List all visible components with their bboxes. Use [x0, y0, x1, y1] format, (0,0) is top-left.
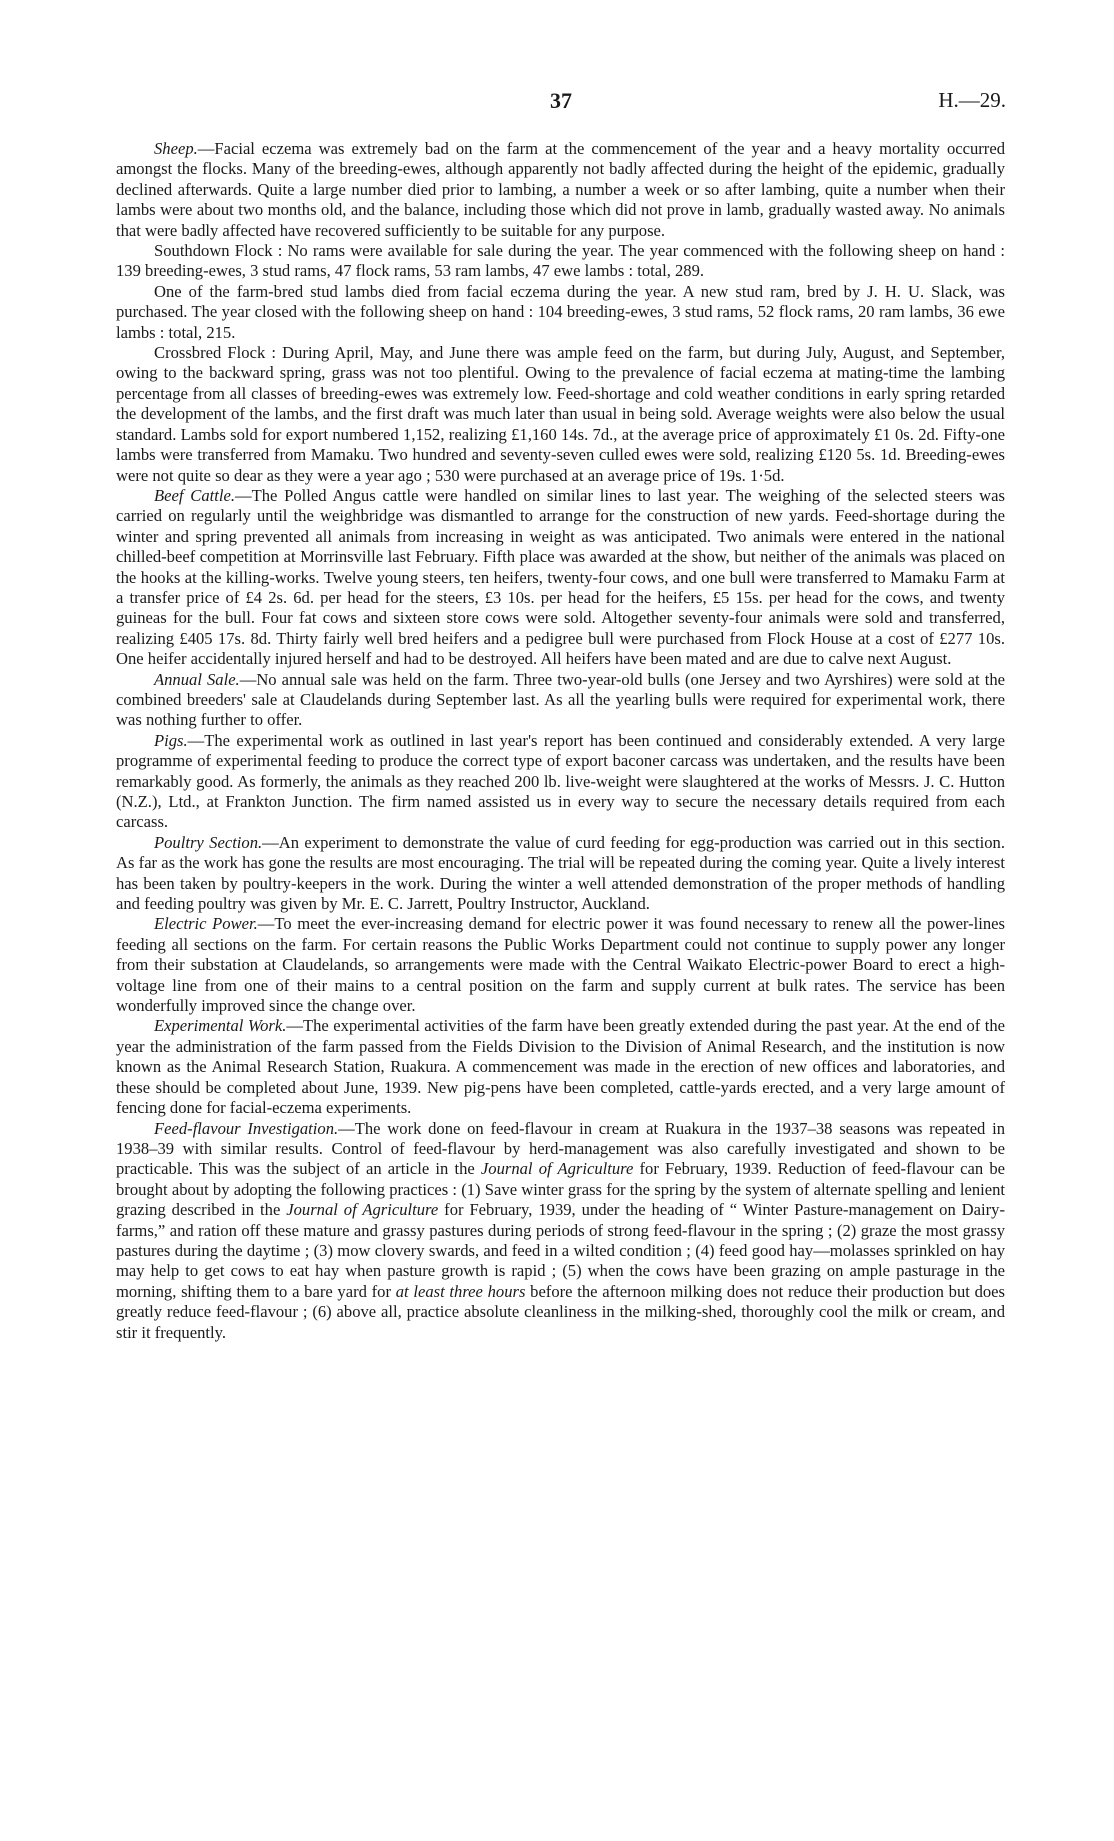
paragraph-text: —The experimental work as outlined in last year's report has been continued and considerably extended. A very large programme of experimental feeding to produce the correct type of export baconer carcass was undertaken, and the results have been remarkably good. As formerly, the animals as they reached 200 lb. live-weight were slaughtered at the works of Messrs. J. C. Hutton (N.Z.), Ltd., at Frankton Junction. The firm named assisted us in every way to secure the necessary details required from each carcass.	[116, 730, 1005, 832]
paragraph-poultry-section	[116, 833, 1005, 915]
page-number: 37	[550, 88, 572, 113]
document-reference: H.—29.	[938, 88, 1006, 112]
paragraph-southdown-flock	[116, 241, 1005, 282]
paragraph-crossbred-flock	[116, 343, 1005, 486]
paragraph-heading: Feed-flavour Investigation.	[154, 1118, 339, 1138]
paragraph-heading: Beef Cattle.	[154, 485, 235, 505]
paragraph-sheep	[116, 139, 1005, 241]
paragraph-feed-flavour	[116, 1119, 1005, 1343]
paragraph-text: —The work done on feed-flavour in cream at Ruakura in the 1937–38 seasons was repeated in 1938–39 with similar results. Control of feed-flavour by herd-management was also carefully investigated and shown to be practicable. This was the subject of an article in the	[116, 1118, 1005, 1179]
paragraph-text: One of the farm-bred stud lambs died from facial eczema during the year. A new stud ram, bred by J. H. U. Slack, was purchased. The year closed with the following sheep on hand : 104 breeding-ewes, 3 stud rams, 52 flock rams, 20 ram lambs, 36 ewe lambs : total, 215.	[116, 281, 1005, 342]
paragraph-experimental-work	[116, 1016, 1005, 1118]
paragraph-text: Crossbred Flock : During April, May, and June there was ample feed on the farm, but during July, August, and September, owing to the backward spring, grass was not too plentiful. Owing to the prevalence of facial eczema at mating-time the lambing percentage from all classes of breeding-ewes was extremely low. Feed-shortage and cold weather conditions in early spring retarded the development of the lambs, and the first draft was much later than usual in being sold. Average weights were also below the usual standard. Lambs sold for export numbered 1,152, realizing £1,160 14s. 7d., at the average price of approximately £1 0s. 2d. Fifty-one lambs were transferred from Mamaku. Two hundred and seventy-seven culled ewes were sold, realizing £120 5s. 1d. Breeding-ewes were not quite so dear as they were a year ago ; 530 were purchased at an average price of 19s. 1·5d.	[116, 343, 1005, 485]
paragraph-text: before the afternoon milking does not reduce their production but does greatly reduce feed-flavour ; (6) above all, practice absolute cleanliness in the milking-shed, thoroughly cool the milk or cream, and stir it frequently.	[116, 1281, 1005, 1342]
paragraph-text: for February, 1939. Reduction of feed-flavour can be brought about by adopting the following practices : (1) Save winter grass for the spring by the system of alternate spelling and lenient grazing described in the	[116, 1159, 1005, 1220]
paragraph-text: for February, 1939, under the heading of “ Winter Pasture-management on Dairy-farms,” and ration off these mature and grassy pastures during periods of strong feed-flavour in the spring ; (2) graze the most grassy pastures during the daytime ; (3) mow clovery swards, and feed in a wilted condition ; (4) feed good hay—molasses sprinkled on hay may help to get cows to eat hay when pasture growth is rapid ; (5) when the cows have been grazing on ample pasturage in the morning, shifting them to a bare yard for	[116, 1200, 1005, 1301]
paragraph-pigs	[116, 731, 1005, 833]
paragraph-text: —The Polled Angus cattle were handled on similar lines to last year. The weighing of the selected steers was carried on regularly until the weighbridge was dismantled to arrange for the construction of new yards. Feed-shortage during the winter and spring prevented all animals from increasing in weight as was anticipated. Two animals were entered in the national chilled-beef competition at Morrinsville last February. Fifth place was awarded at the show, but neither of the animals was placed on the hooks at the killing-works. Twelve young steers, ten heifers, twenty-four cows, and one bull were transferred to Mamaku Farm at a transfer price of £4 2s. 6d. per head for the steers, £3 10s. per head for the heifers, £5 15s. per head for the cows, and twenty guineas for the bull. Four fat cows and sixteen store cows were sold. Altogether seventy-four animals were sold and transferred, realizing £405 17s. 8d. Thirty fairly well bred heifers and a pedigree bull were purchased from Flock House at a cost of £277 10s. One heifer accidentally injured herself and had to be destroyed. All heifers have been mated and are due to calve next August.	[116, 485, 1005, 669]
body-text	[116, 139, 1005, 1343]
paragraph-heading: Sheep.	[154, 139, 198, 158]
paragraph-annual-sale	[116, 670, 1005, 731]
paragraph-text: —An experiment to demonstrate the value of curd feeding for egg-production was carried out in this section. As far as the work has gone the results are most encouraging. The trial will be repeated during the coming year. Quite a lively interest has been taken by poultry-keepers in the work. During the winter a well attended demonstration of the proper methods of handling and feeding poultry was given by Mr. E. C. Jarrett, Poultry Instructor, Auckland.	[116, 832, 1005, 914]
journal-title: Journal of Agriculture	[286, 1200, 439, 1220]
paragraph-stud-lambs	[116, 282, 1005, 343]
paragraph-heading: Electric Power.	[154, 914, 258, 934]
paragraph-text: Southdown Flock : No rams were available for sale during the year. The year commenced with the following sheep on hand : 139 breeding-ewes, 3 stud rams, 47 flock rams, 53 ram lambs, 47 ewe lambs : total, 289.	[116, 241, 1005, 281]
page-header	[116, 88, 1006, 118]
paragraph-text: —No annual sale was held on the farm. Three two-year-old bulls (one Jersey and two Ayrshires) were sold at the combined breeders' sale at Claudelands during September last. As all the yearling bulls were required for experimental work, there was nothing further to offer.	[116, 669, 1005, 730]
paragraph-beef-cattle	[116, 486, 1005, 670]
paragraph-electric-power	[116, 914, 1005, 1016]
emphasis-text: at least three hours	[395, 1281, 526, 1301]
paragraph-heading: Annual Sale.	[154, 669, 240, 689]
paragraph-heading: Pigs.	[154, 730, 188, 750]
paragraph-text: —The experimental activities of the farm have been greatly extended during the past year. At the end of the year the administration of the farm passed from the Fields Division to the Division of Animal Research, and the institution is now known as the Animal Research Station, Ruakura. A commencement was made in the erection of new offices and laboratories, and these should be completed about June, 1939. New pig-pens have been completed, cattle-yards erected, and a very large amount of fencing done for facial-eczema experiments.	[116, 1016, 1006, 1118]
paragraph-text: —Facial eczema was extremely bad on the farm at the commencement of the year and a heavy mortality occurred amongst the flocks. Many of the breeding-ewes, although apparently not badly affected during the height of the epidemic, gradually declined afterwards. Quite a large number died prior to lambing, a number a week or so after lambing, quite a number when their lambs were about two months old, and the balance, including those which did not prove in lamb, gradually wasted away. No animals that were badly affected have recovered sufficiently to be suitable for any purpose.	[116, 139, 1005, 240]
paragraph-text: —To meet the ever-increasing demand for electric power it was found necessary to renew all the power-lines feeding all sections on the farm. For certain reasons the Public Works Department could not continue to supply power any longer from their substation at Claudelands, so arrangements were made with the Central Waikato Electric-power Board to erect a high-voltage line from one of their mains to a central position on the farm and supply current at bulk rates. The service has been wonderfully improved since the change over.	[116, 914, 1005, 1016]
paragraph-heading: Poultry Section.	[154, 832, 263, 852]
paragraph-heading: Experimental Work.	[154, 1016, 287, 1036]
journal-title: Journal of Agriculture	[480, 1159, 634, 1179]
